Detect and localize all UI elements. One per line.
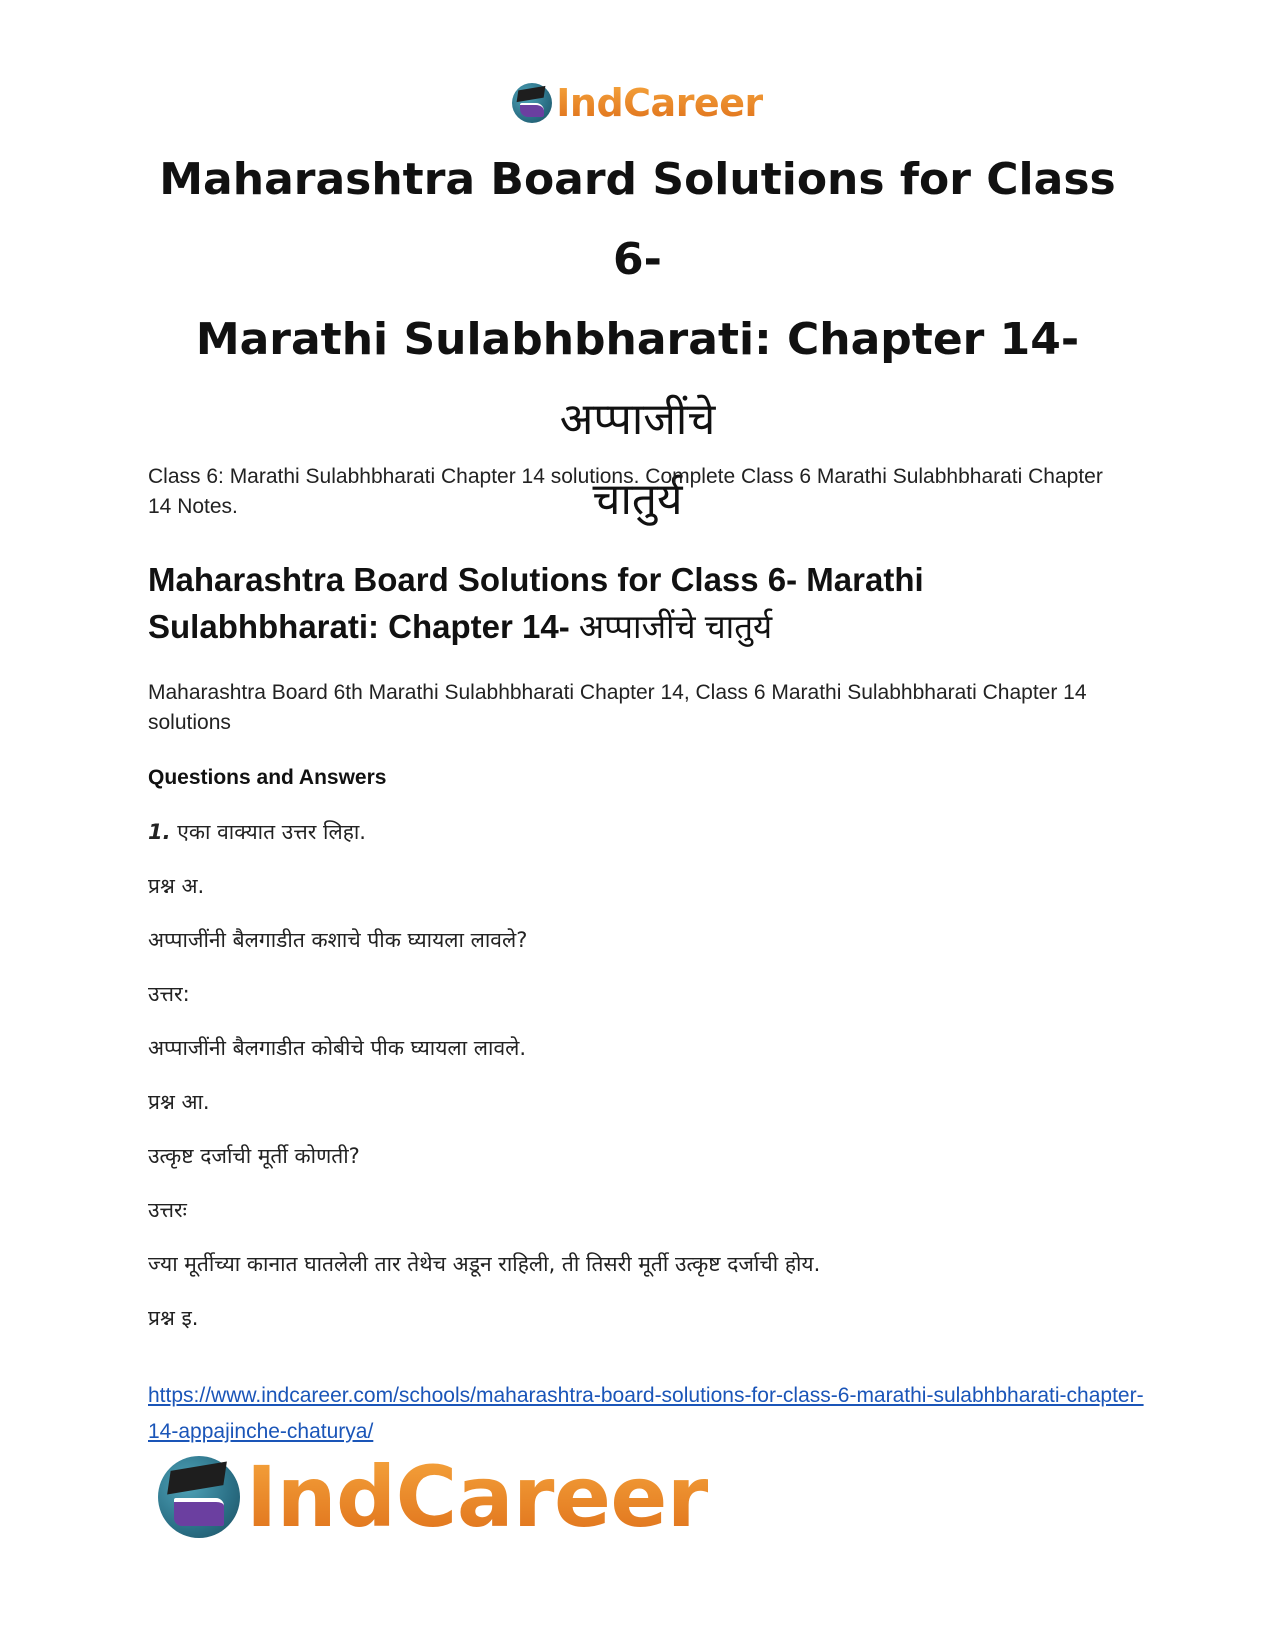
footer-logo-wordmark: IndCareer bbox=[246, 1448, 708, 1546]
title-line1: Maharashtra Board Solutions for Class 6- bbox=[159, 154, 1116, 285]
question-aa: उत्कृष्ट दर्जाची मूर्ती कोणती? bbox=[148, 1144, 360, 1168]
question-1-text: एका वाक्यात उत्तर लिहा. bbox=[177, 820, 366, 844]
prashna-aa-label: प्रश्न आ. bbox=[148, 1090, 210, 1114]
logo-wordmark: IndCareer bbox=[556, 81, 763, 125]
graduation-cap-icon bbox=[512, 83, 552, 123]
question-1-instruction bbox=[148, 818, 366, 846]
section-heading-latin: Maharashtra Board Solutions for Class 6- Marathi Sulabhbharati: Chapter 14- bbox=[148, 561, 924, 645]
section-heading bbox=[148, 556, 1148, 650]
answer-aa: ज्या मूर्तीच्या कानात घातलेली तार तेथेच अडून राहिली, ती तिसरी मूर्ती उत्कृष्ट दर्जाची होय. bbox=[148, 1252, 821, 1276]
question-1-number: 1. bbox=[148, 820, 171, 844]
sub-intro-paragraph: Maharashtra Board 6th Marathi Sulabhbharati Chapter 14, Class 6 Marathi Sulabhbharati Chapter 14 solutions bbox=[148, 681, 1087, 734]
uttar-aa-label: उत्तरः bbox=[148, 1198, 187, 1222]
footer-logo bbox=[158, 1448, 708, 1546]
prashna-a-label: प्रश्न अ. bbox=[148, 874, 205, 898]
source-link[interactable]: https://www.indcareer.com/schools/maharashtra-board-solutions-for-class-6-marathi-sulabhbharati-chapter-14-appajinche-chaturya/ bbox=[148, 1384, 1144, 1443]
prashna-i-label: प्रश्न इ. bbox=[148, 1306, 199, 1330]
graduation-cap-icon bbox=[158, 1456, 240, 1538]
header-logo bbox=[0, 80, 1275, 126]
section-heading-devanagari: अप्पाजींचे चातुर्य bbox=[578, 608, 773, 645]
question-a: अप्पाजींनी बैलगाडीत कशाचे पीक घ्यायला लावले? bbox=[148, 928, 528, 952]
title-line2-devanagari: अप्पाजींचे bbox=[559, 394, 716, 445]
intro-paragraph: Class 6: Marathi Sulabhbharati Chapter 14 solutions. Complete Class 6 Marathi Sulabhbharati Chapter 14 Notes. bbox=[148, 465, 1103, 518]
uttar-a-label: उत्तर: bbox=[148, 982, 190, 1006]
title-line2-latin: Marathi Sulabhbharati: Chapter 14- bbox=[195, 314, 1080, 365]
title-line3-devanagari: चातुर्य bbox=[592, 474, 683, 525]
answer-a: अप्पाजींनी बैलगाडीत कोबीचे पीक घ्यायला लावले. bbox=[148, 1036, 527, 1060]
qa-heading: Questions and Answers bbox=[148, 766, 387, 789]
